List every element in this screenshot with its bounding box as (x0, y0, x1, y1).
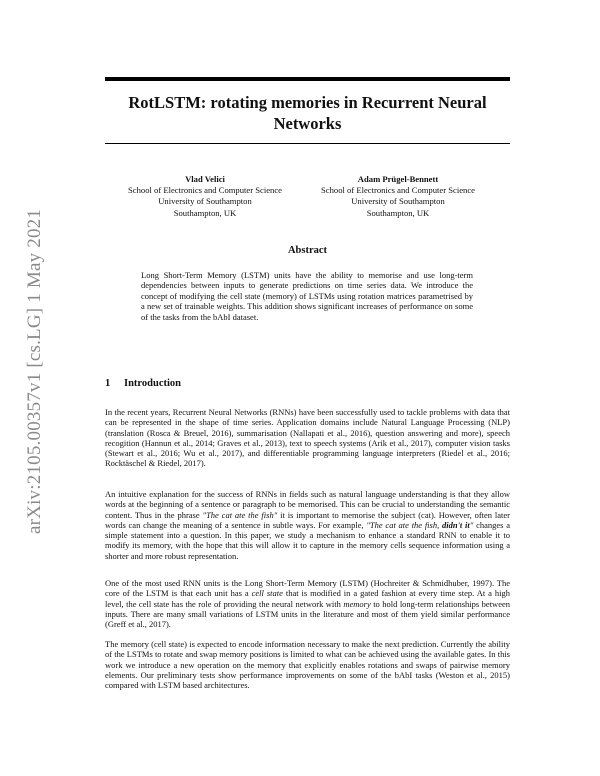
author-block-2 (303, 174, 493, 219)
paper-title: RotLSTM: rotating memories in Recurrent Neural Networks (128, 93, 487, 133)
section-heading (105, 378, 181, 389)
term-cell-state: cell state (251, 588, 283, 599)
example-quote: "The cat ate the fish" (202, 509, 278, 520)
author-name: Vlad Velici (185, 174, 225, 184)
author-location: Southampton, UK (173, 207, 237, 218)
author-location: Southampton, UK (366, 207, 430, 218)
author-affiliation: School of Electronics and Computer Science (128, 185, 282, 196)
abstract-text: Long Short-Term Memory (LSTM) units have the ability to memorise and use long-term dependencies between inputs to generate predictions on time series data. We introduce the concept of modifying the cell state (memory) of LSTMs using rotation matrices parametrised by a new set of trainable weights. This addition shows significant increases of performance on some of the tasks from the bAbI dataset. (141, 270, 473, 322)
author-name: Adam Prügel-Bennett (357, 174, 439, 184)
paragraph-text: to hold long-term relationships between inputs. There are many small variations of LSTM units in the literature and most of them yield similar performance (Greff et al., 2017). (105, 598, 510, 630)
paragraph-text: that is modified in a gated fashion at every time step. At a high level, the cell state has the role of providing the neural network with (105, 588, 510, 609)
paragraph-text: it is important to memorise the subject (cat). However, often later words can change the meaning of a sentence in subtle ways. For example, (105, 509, 511, 530)
title-bottom-rule (105, 143, 510, 144)
paragraph-1: In the recent years, Recurrent Neural Networks (RNNs) have been successfully used to tackle problems with data that can be represented in the shape of time series. Application domains include Natural Language Processing (NLP) (translation (Rosca & Breuel, 2016), summarisation (Nallapati et al., 2016), question answering and more), speech recogition (Hannun et al., 2014; Graves et al., 2013), text to speech systems (Arik et al., 2017), computer vision tasks (Stewart et al., 2016; Wu et al., 2017), and differentiable programming language interpreters (Riedel et al., 2016; Rocktäschel & Riedel, 2017). (105, 407, 510, 469)
author-institution: University of Southampton (351, 196, 445, 207)
quote-close: " (469, 519, 474, 530)
section-number: 1 (105, 378, 111, 389)
title-top-rule (105, 77, 510, 81)
paragraph-2 (105, 489, 510, 561)
term-memory: memory (343, 598, 371, 609)
author-block-1 (110, 174, 300, 219)
paragraph-text: An intuitive explanation for the success of RNNs in fields such as natural language understanding is that they allow words at the beginning of a sentence or paragraph to be memorised. This can be crucial to understanding the semantic content. Thus in the phrase (105, 489, 510, 520)
author-institution: University of Southampton (158, 196, 252, 207)
example-quote: "The cat ate the fish, (366, 519, 442, 530)
paragraph-3 (105, 578, 510, 629)
arxiv-identifier: arXiv:2105.00357v1 [cs.LG] 1 May 2021 (24, 208, 45, 534)
paragraph-text: changes a simple statement into a question. In this paper, we study a mechanism to enhance a standard RNN to enable it to modify its memory, with the hope that this will allow it to capture in the memory cells sequence information using a shorter and more robust representation. (105, 519, 511, 561)
paragraph-4: The memory (cell state) is expected to encode information necessary to make the next prediction. Currently the ability of the LSTMs to rotate and swap memory positions is limited to what can be achieved using the available gates. In this work we introduce a new operation on the memory that explicitly enables rotations and swaps of pairwise memory elements. Our preliminary tests show performance improvements on some of the bAbI tasks (Weston et al., 2015) compared with LSTM based architectures. (105, 639, 510, 691)
section-title: Introduction (124, 378, 181, 389)
abstract-heading: Abstract (287, 245, 328, 256)
paragraph-text: One of the most used RNN units is the Long Short-Term Memory (LSTM) (Hochreiter & Schmidhuber, 1997). The core of the LSTM is that each unit has a (105, 578, 510, 599)
author-affiliation: School of Electronics and Computer Science (321, 185, 475, 196)
emphasis-text: didn't it (441, 519, 470, 530)
